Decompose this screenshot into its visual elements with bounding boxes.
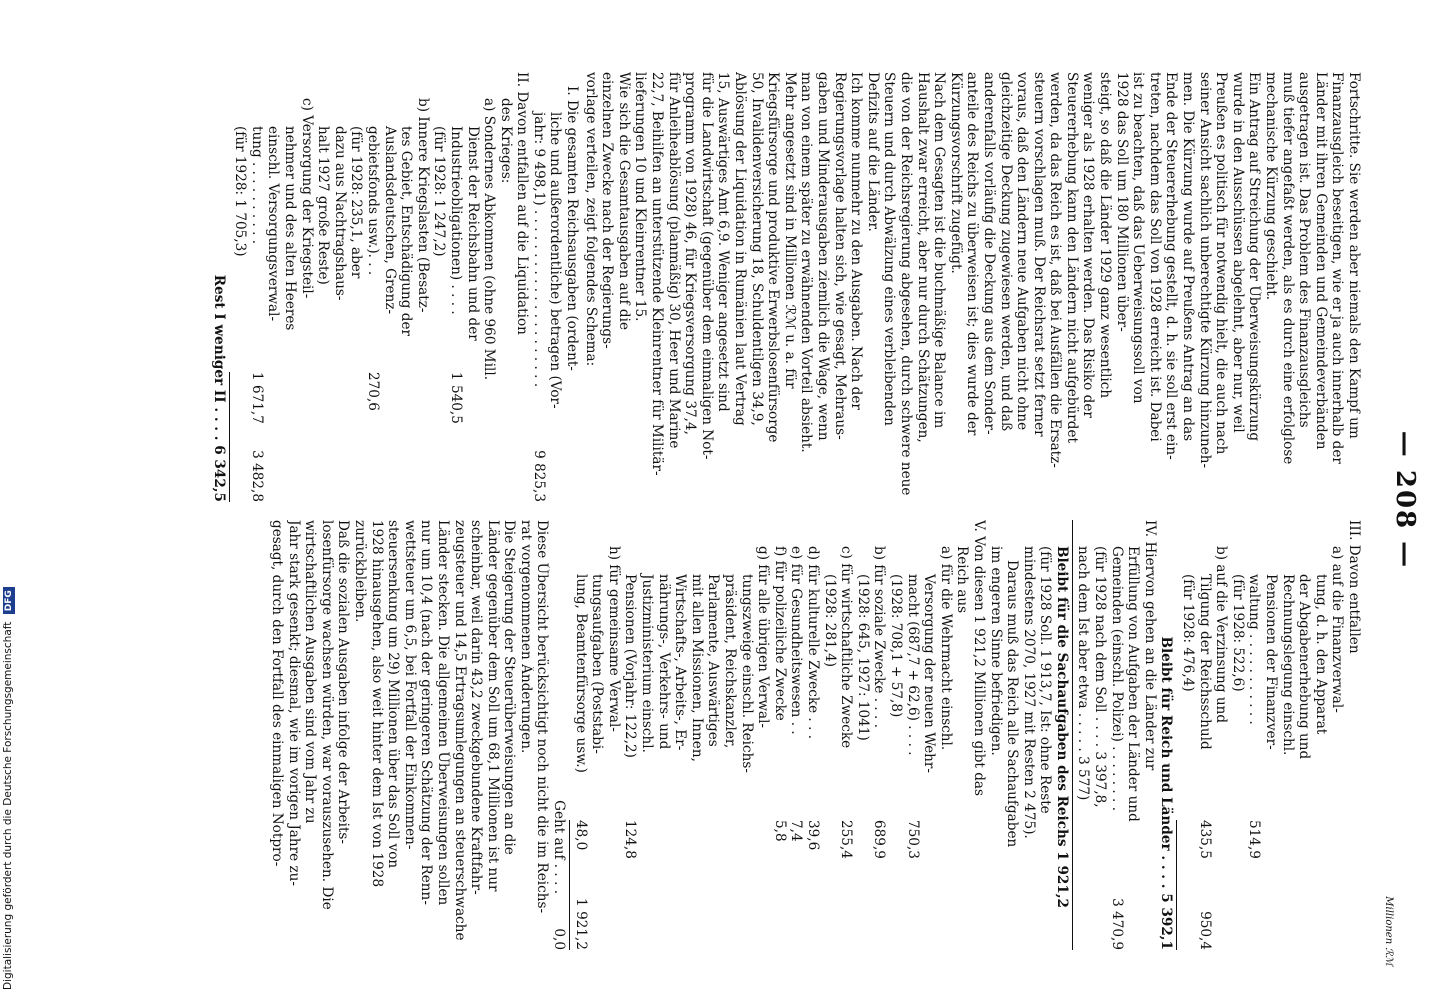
page-number: — 208 — <box>1390 430 1420 570</box>
schema-b-line4-row <box>364 72 381 502</box>
right-text-line: steuersenkung um 29) Millionen über das Soll von <box>385 520 402 869</box>
left-text-line: muß tiefer angefaßt werden, als es durch eine erfolglose <box>1279 72 1296 465</box>
left-text-line: man von einem später zu erwähnenden Vorteil absieht. <box>798 72 815 453</box>
geht-row <box>551 520 568 950</box>
left-text-line: werden, da das Reich es ist, daß bei Ausfällen die Ersatz- <box>1047 72 1064 468</box>
dfg-logo: DFG <box>3 587 15 614</box>
Vb-prev: (1928: 645, 1927: 1041) <box>854 574 871 741</box>
schema-rest-row <box>210 72 227 502</box>
right-text-line: Länder gegenüber dem Soll um 68,1 Millionen ist nur <box>484 520 501 892</box>
left-text-line: für Anleiheablösung (planmäßig) 30, Heer und Marine <box>665 72 682 449</box>
left-text-line: 15, Auswärtiges Amt 6,9. Weniger angesetzt sind <box>715 72 732 412</box>
III-b-value: 435,5 <box>1196 820 1213 859</box>
III-b-prev: (für 1928: 476,4) <box>1180 574 1197 692</box>
Ve-label: e) für Gesundheitswesen . . <box>788 546 805 735</box>
left-text-line: lieferungen 10 und Kleinrentner 15. <box>632 72 649 322</box>
schema-b-line2: tes Gebiet, Entschädigung der <box>398 126 415 337</box>
V-l2: Reich aus <box>954 546 971 614</box>
left-text-line: Steuererhebung kann den Ländern nicht aufgebürdet <box>1063 72 1080 443</box>
III-a-l5: Pensionen der Finanzver- <box>1263 574 1280 750</box>
bleibt2-l4: Daraus muß das Reich alle Sachaufgaben <box>1004 560 1021 848</box>
Vd-row <box>804 520 821 950</box>
schema-c-line4: tung . . . . . . . . . . <box>248 126 265 245</box>
left-text-line: steuern vorschlagen muß. Der Reichsrat setzt ferner <box>1030 72 1047 437</box>
Va-value: 750,3 <box>904 820 921 859</box>
left-text-line: wurde in den Ausschüssen abgelehnt, aber nur, weil <box>1229 72 1246 433</box>
schema-I-label: I. Die gesamten Reichsausgaben (ordent- <box>564 86 581 371</box>
Vg-l2: tungszweige einschl. Reichs- <box>738 574 755 773</box>
Vh-l3-row <box>572 520 589 950</box>
Vh-l3: lung, Beamtenfürsorge usw.) <box>572 574 589 773</box>
III-a-l6-row <box>1246 520 1263 950</box>
right-text-line: gesagt, durch den Fortfall des einmaligen Notpro- <box>269 520 285 867</box>
Vc-row <box>838 520 855 950</box>
schema-rest-label: Rest I weniger II . . . . <box>210 274 227 441</box>
digitization-note: Digitalisierung gefördert durch die Deutsche Forschungsgemeinschaft <box>2 621 14 990</box>
III-b-l2: Tilgung der Reichsschuld <box>1196 574 1213 750</box>
IV-l3-row <box>1108 520 1125 950</box>
Vg-l3: präsident, Reichskanzler, <box>722 574 739 749</box>
IV-l4: (für 1928 nach dem Soll . . . . 3 397,8, <box>1092 546 1109 808</box>
left-text-line: Kriegsfürsorge und produktive Erwerbslosenfürsorge <box>765 72 782 443</box>
left-text-line: Steuern und durch Abwälzung eines verbleibenden <box>881 72 898 426</box>
schema-c-line4-row <box>248 72 265 502</box>
Vc-value: 255,4 <box>838 820 855 859</box>
bleibt2-l5: im engeren Sinne befriedigen. <box>987 546 1004 756</box>
bleibt1-row <box>1158 520 1175 950</box>
Vh-value: 48,0 <box>572 820 589 851</box>
Vc-label: c) für wirtschaftliche Zwecke <box>838 546 855 749</box>
schema-a-label: a) Sondernes Abkommen (ohne 960 Mill. <box>481 98 498 381</box>
left-text-line: men. Die Kürzung wurde auf Preußens Antrag an das <box>1180 72 1197 442</box>
right-text-line: zurückbleiben. <box>351 520 368 623</box>
Vf-row <box>771 520 788 950</box>
right-text-line: zeugsteuer und 14,5 Ertragsumlegungen an steuerschwache <box>451 520 468 941</box>
digitization-footer <box>2 587 15 990</box>
V-rule <box>569 820 570 950</box>
schema-I-line3-row <box>530 72 547 502</box>
right-text-line: wettsteuer um 6,5, bei Fortfall der Einkommen- <box>401 520 418 850</box>
III-a-l6: waltung . . . . . . . . . . . <box>1246 574 1263 725</box>
Vf-value: 5,8 <box>771 820 788 842</box>
left-text-line: einzelnen Zwecke nach der Regierungs- <box>599 72 616 349</box>
III-a-label: a) auf die Finanzverwal- <box>1329 546 1346 713</box>
III-b-sum: 950,4 <box>1196 911 1213 950</box>
Vh-sum: 1 921,2 <box>572 898 589 950</box>
left-text-line: für die Landwirtschaft (gegenüber dem einmaligen Not- <box>698 72 715 460</box>
schema-b-value: 270,6 <box>364 372 381 411</box>
IV-l5: nach dem Ist aber etwa . . . . . 3 577) <box>1075 546 1092 801</box>
right-text-line: 1928 hinausgehen, also weit hinter dem Ist von 1928 <box>368 520 385 888</box>
III-label: III. Davon entfallen <box>1346 520 1362 654</box>
Va-l3: macht (687,7 + 62,6) . . . . <box>904 574 921 756</box>
schema-c-line2: nehmer und des alten Heeres <box>282 126 298 331</box>
Vg-l8: Justizministerium einschl. <box>639 574 656 753</box>
Vg-l6: Wirtschafts-, Arbeits-, Er- <box>672 574 689 751</box>
right-text-line: Daß die sozialen Ausgaben infolge der Arbeits- <box>335 520 352 844</box>
schema-b-label: b) Innere Kriegslasten (Besatz- <box>414 98 431 313</box>
schema-a-prev: (für 1928: 1 247,2) <box>431 126 448 257</box>
IV-rule <box>1072 520 1073 950</box>
schema-c-prev: (für 1928: 1 705,3) <box>232 126 249 257</box>
left-text-line: vorlage verteilen, zeigt folgendes Schema: <box>582 72 599 367</box>
Vh-label: h) für gemeinsame Verwal- <box>605 546 622 732</box>
Ve-row <box>788 520 805 950</box>
left-text-line: Regierungsvorlage halten sich, wie gesagt, Mehraus- <box>831 72 848 440</box>
right-text-line: nur um 10,4 (nach der geringeren Schätzung der Renn- <box>418 520 435 905</box>
bleibt1-label: Bleibt für Reich und Länder . . . . <box>1158 636 1175 889</box>
geht-label: Geht auf . . . . <box>551 800 568 895</box>
left-text-line: Mehr angesetzt sind in Millionen ℛℳ u. a. für <box>781 72 798 389</box>
schema-b-line5: (für 1928: 235,1, aber <box>348 126 365 279</box>
schema-b-line3: Auslandsdeutschen, Grenz- <box>381 126 398 315</box>
Vd-value: 39,6 <box>805 820 821 851</box>
Ve-value: 7,4 <box>788 820 805 842</box>
schema-rule <box>229 372 230 502</box>
Vg-l9-row <box>622 520 639 950</box>
III-a-l4: Rechnungslegung einschl. <box>1279 574 1296 756</box>
left-text-line: Defizits auf die Länder. <box>864 72 881 232</box>
III-rule <box>1176 820 1177 950</box>
Vb-label: b) für soziale Zwecke . . . . <box>871 546 888 729</box>
left-text-line: Wie sich die Gesamtausgaben auf die <box>615 72 632 330</box>
left-text-line: gleichzeitige Deckung zugewiesen werden, und daß <box>997 72 1014 432</box>
left-text-line: 50, Invalidenversicherung 18, Schuldentilgen 34,9, <box>748 72 765 426</box>
Vg-value: 124,8 <box>622 820 639 859</box>
schema-II-label: II. Davon entfallen auf die Liquidation <box>514 72 531 335</box>
schema-I-line3: jahr: 9 498,1) . . . . . . . . . . . . . . . . . . . . . <box>530 112 547 388</box>
schema-c-sum: 3 482,8 <box>248 450 265 502</box>
bleibt2-l2: (für 1928 Soll. 1 913,7, Ist: ohne Reste <box>1037 546 1054 814</box>
left-text-line: 22,7, Beihilfen an unterstützende Kleinrentner für Militär- <box>649 72 666 476</box>
left-text-line: seiner Ansicht sachlich unberechtigte Kürzung hinzuneh- <box>1196 72 1213 469</box>
right-text-line: Die Steigerung der Steuerüberweisungen an die <box>501 520 518 855</box>
schema-c-line3: einschl. Versorgungsverwal- <box>265 126 282 322</box>
V-label: V. Von diesen 1 921,2 Millionen gibt das <box>970 520 987 796</box>
right-text-line: rat vorgenommenen Änderungen. <box>517 520 534 754</box>
left-text-line: ausgetragen ist. Das Problem des Finanzausgleichs <box>1296 72 1313 428</box>
right-column <box>268 520 1362 950</box>
schema-I-value: 9 825,3 <box>530 450 547 502</box>
left-text-line: treten, nachdem das Soll von 1928 erreicht ist. Dabei <box>1146 72 1163 442</box>
left-text-line: weniger als 1928 erhalten werden. Das Risiko der <box>1080 72 1097 418</box>
left-text-line: ist zu beachten, daß das Ueberweisungssoll von <box>1130 72 1147 404</box>
left-text-line: mechanische Kürzung geschieht. <box>1263 72 1280 301</box>
left-text-line: Kürzungsvorschrift zugefügt. <box>947 72 964 274</box>
Vg-label: g) für alle übrigen Verwal- <box>755 546 772 729</box>
geht-value: 0,0 <box>551 928 568 950</box>
III-b-l2-row <box>1196 520 1213 950</box>
left-text-line: Preußen es politisch für notwendig hielt, die auch nach <box>1213 72 1230 455</box>
schema-II-line2: des Krieges: <box>497 98 514 184</box>
Va-l2: Versorgung der neuen Wehr- <box>921 574 938 773</box>
III-a-l3: der Abgabenerhebung und <box>1296 574 1313 760</box>
schema-a-line3-row <box>447 72 464 502</box>
left-text-line: 1928 das Soll um 180 Millionen über- <box>1113 72 1130 332</box>
schema-rest-value: 6 342,5 <box>210 445 227 502</box>
left-text-line: Finanzausgleich beseitigen, wie er ja auch innerhalb der <box>1329 72 1346 464</box>
III-a-value: 514,9 <box>1246 820 1263 859</box>
Va-prev: (1928: 708,1 + 57,8) <box>887 574 904 718</box>
schema-b-line7: halt 1927 große Reste) <box>315 126 332 285</box>
right-text-line: Diese Übersicht berücksichtigt noch nicht die im Reichs- <box>534 520 551 914</box>
Vg-l5: mit allen Missionen, Innen, <box>688 574 705 762</box>
schema-b-line4: gebietsfonds usw.). . . <box>364 126 381 276</box>
left-text-line: Ich komme nunmehr zu den Ausgaben. Nach der <box>848 72 865 410</box>
right-column-paragraph <box>268 520 550 950</box>
left-column <box>210 72 1362 502</box>
Va-l3-row <box>904 520 921 950</box>
left-column-text <box>582 72 1362 502</box>
Vd-label: d) für kulturelle Zwecke . . . <box>805 546 821 740</box>
Vh-l2: tungsaufgaben (Poststabi- <box>589 574 606 754</box>
left-text-line: Länder mit ihren Gemeinden und Gemeindeverbänden <box>1312 72 1329 450</box>
III-a-l2: tung, d. h. den Apparat <box>1312 574 1329 735</box>
III-a-prev: (für 1928: 522,6) <box>1229 574 1246 692</box>
right-text-line: scheinbar, weil darin 43,2 zweckgebundene Kraftfahr- <box>468 520 485 895</box>
right-text-line: losenfürsorge wachsen würden, war vorauszusehen. Die <box>318 520 335 910</box>
Vg-l4: Parlamente, Auswärtiges <box>705 574 722 747</box>
left-text-line: Fortschritte. Sie werden aber niemals den Kampf um <box>1346 72 1362 439</box>
left-text-line: Ablösung der Liquidation in Rumänien laut Vertrag <box>732 72 749 426</box>
IV-value: 3 470,9 <box>1108 898 1125 950</box>
schema-a-line3: Industrieobligationen) . . . . <box>447 126 464 315</box>
schema-b-line6: dazu aus Nachtragshaus- <box>331 126 348 301</box>
bleibt2-label: Bleibt für die Sachaufgaben des Reichs 1 921,2 <box>1053 546 1070 909</box>
Va-label: a) für die Wehrmacht einschl. <box>937 546 954 751</box>
bleibt2-l3: mindestens 2070, 1927 mit Resten 2 475). <box>1020 546 1037 839</box>
left-text-line: Ein Antrag auf Streichung der Überweisungskürzung <box>1246 72 1263 442</box>
left-text-line: anderenfalls vorläufig die Deckung aus dem Sonder- <box>980 72 997 435</box>
left-text-line: anteile des Reichs zu überweisen ist; dies wurde der <box>964 72 981 436</box>
schema-c-label: c) Versorgung der Kriegsteil- <box>298 98 315 299</box>
Vc-prev: (1928: 281,4) <box>821 574 838 668</box>
IV-label: IV. Hiervon gehen an die Länder zur <box>1141 520 1158 771</box>
schema-c-value: 1 671,7 <box>248 372 265 424</box>
Vg-l7: nährungs-, Verkehrs- und <box>655 574 672 750</box>
left-text-line: steigt, so daß die Länder 1929 ganz wesentlich <box>1097 72 1114 399</box>
Vb-value: 689,9 <box>871 820 888 859</box>
Vf-label: f) für polizeiliche Zwecke <box>771 546 788 721</box>
left-text-line: programm von 1928) 46, für Kriegsversorgung 37,4, <box>682 72 699 435</box>
schema-I-line2: liche und außerordentliche) betragen (Vor- <box>547 112 564 409</box>
Vb-row <box>871 520 888 950</box>
unit-heading: Millionen ℛℳ <box>1383 896 1394 966</box>
III-b-label: b) auf die Verzinsung und <box>1213 546 1230 724</box>
left-text-line: die von der Reichsregierung abgesehen, durch schwere neue <box>897 72 914 496</box>
IV-l3: Gemeinden (einschl. Polizei) . . . . . . . . <box>1108 546 1125 812</box>
schema-a-value: 1 540,5 <box>447 372 464 424</box>
Vg-l9: Pensionen (Vorjahr: 122,2) <box>622 574 639 758</box>
schema-block <box>210 72 580 502</box>
left-text-line: Haushalt zwar erreicht, aber nur durch Schätzungen, <box>914 72 931 443</box>
IV-l2: Erfüllung von Aufgaben der Länder und <box>1125 546 1142 822</box>
left-text-line: Nach dem Gesagten ist die buchmäßige Balance im <box>931 72 948 429</box>
schema-a-line2: Dienst der Reichsbahn und der <box>464 126 481 341</box>
left-text-line: gaben und Minderausgaben ziemlich die Wage, wenn <box>815 72 831 441</box>
right-text-line: wirtschaftlichen Ausgaben sind vom Jahr zu <box>302 520 319 824</box>
right-text-line: Jahr stark gesenkt; diesmal, wie im vorigen Jahre zu- <box>285 520 302 887</box>
right-text-line: Länder stecken. Die allgemeinen Überweisungen sollen <box>434 520 451 906</box>
left-text-line: voraus, daß den Ländern neue Aufgaben nicht ohne <box>1014 72 1031 431</box>
left-text-line: Ende der Steuererhebung gestellt, d. h. sie soll erst ein- <box>1163 72 1180 460</box>
bleibt1-value: 5 392,1 <box>1158 893 1175 950</box>
